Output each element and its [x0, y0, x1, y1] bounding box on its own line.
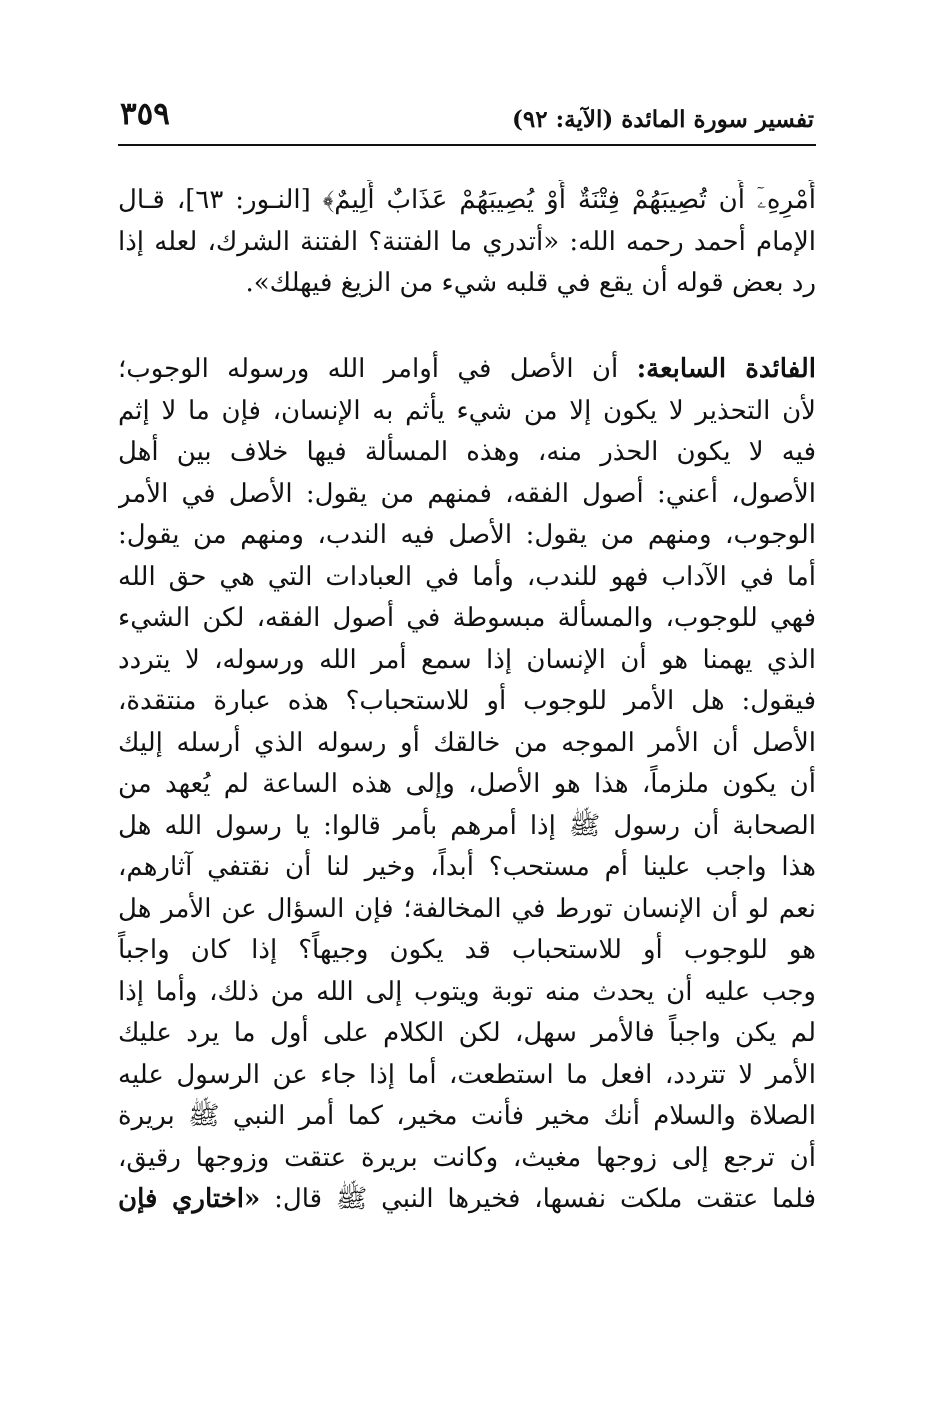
text-line: الوجوب، ومنهم من يقول: الأصل فيه الندب، ومنهم من يقول: — [118, 520, 816, 550]
page-header — [120, 96, 814, 144]
header-rule — [118, 144, 816, 146]
text-line — [118, 349, 816, 391]
text-line: فيقول: هل الأمر للوجوب أو للاستحباب؟ هذه عبارة منتقدة، — [118, 686, 816, 716]
last-line-text: فلما عتقت ملكت نفسها، فخيرها النبي ﷺ قال: — [274, 1184, 816, 1214]
text-line: أن يكون ملزماً، هذا هو الأصل، وإلى هذه الساعة لم يُعهد من — [118, 769, 816, 799]
running-title: تفسير سورة المائدة (الآية: ٩٢) — [512, 106, 814, 133]
text-line: الأمر لا تتردد، افعل ما استطعت، أما إذا جاء عن الرسول عليه — [118, 1059, 816, 1090]
text-line: لم يكن واجباً فالأمر سهل، لكن الكلام على أول ما يرد عليك — [118, 1018, 816, 1048]
text-line: فهي للوجوب، والمسألة مبسوطة في أصول الفقه، لكن الشيء — [118, 603, 816, 633]
text-line: الذي يهمنا هو أن الإنسان إذا سمع أمر الله ورسوله، لا يتردد — [118, 644, 816, 675]
text-line: الإمام أحمد رحمه الله: «أتدري ما الفتنة؟ الفتنة الشرك، لعله إذا — [118, 226, 816, 257]
section-heading: الفائدة السابعة: — [636, 354, 816, 384]
paragraph-seventh-benefit — [118, 349, 816, 1221]
hadith-quote-bold: «اختاري فإن — [118, 1184, 261, 1214]
text-line: الصحابة أن رسول ﷺ إذا أمرهم بأمر قالوا: يا رسول الله هل — [118, 810, 816, 841]
text-line: الأصل أن الأمر الموجه من خالقك أو رسوله الذي أرسله إليك — [118, 727, 816, 758]
paragraph-continuation — [118, 180, 816, 305]
text-line: فيه لا يكون الحذر منه، وهذه المسألة فيها خلاف بين أهل — [118, 437, 816, 467]
text-line: الأصول، أعني: أصول الفقه، فمنهم من يقول: الأصل في الأمر — [118, 478, 816, 509]
text-line: هو للوجوب أو للاستحباب قد يكون وجيهاً؟ إذا كان واجباً — [118, 935, 816, 965]
text-line: نعم لو أن الإنسان تورط في المخالفة؛ فإن السؤال عن الأمر هل — [118, 893, 816, 924]
text-line: أن ترجع إلى زوجها مغيث، وكانت بريرة عتقت وزوجها رقيق، — [118, 1142, 816, 1173]
text-line — [118, 1179, 816, 1221]
text-line: وجب عليه أن يحدث منه توبة ويتوب إلى الله من ذلك، وأما إذا — [118, 976, 816, 1007]
text-line: الصلاة والسلام أنك مخير فأنت مخير، كما أمر النبي ﷺ بريرة — [118, 1101, 816, 1131]
text-line: أما في الآداب فهو للندب، وأما في العبادات التي هي حق الله — [118, 561, 816, 592]
text-line: رد بعض قوله أن يقع في قلبه شيء من الزيغ فيهلك». — [245, 268, 816, 298]
text-line: هذا واجب علينا أم مستحب؟ أبداً، وخير لنا أن نقتفي آثارهم، — [118, 852, 816, 882]
page-number: ٣٥٩ — [120, 96, 170, 132]
text-line: أَمْرِهِۦٓ أَن تُصِيبَهُمْ فِتْنَةٌ أَوْ يُصِيبَهُمْ عَذَابٌ أَلِيمٌ﴾ [النـور: ٦٣]، قـال — [118, 185, 816, 215]
heading-line-rest: أن الأصل في أوامر الله ورسوله الوجوب؛ — [118, 354, 619, 384]
text-line: لأن التحذير لا يكون إلا من شيء يأثم به الإنسان، فإن ما لا إثم — [118, 395, 816, 426]
